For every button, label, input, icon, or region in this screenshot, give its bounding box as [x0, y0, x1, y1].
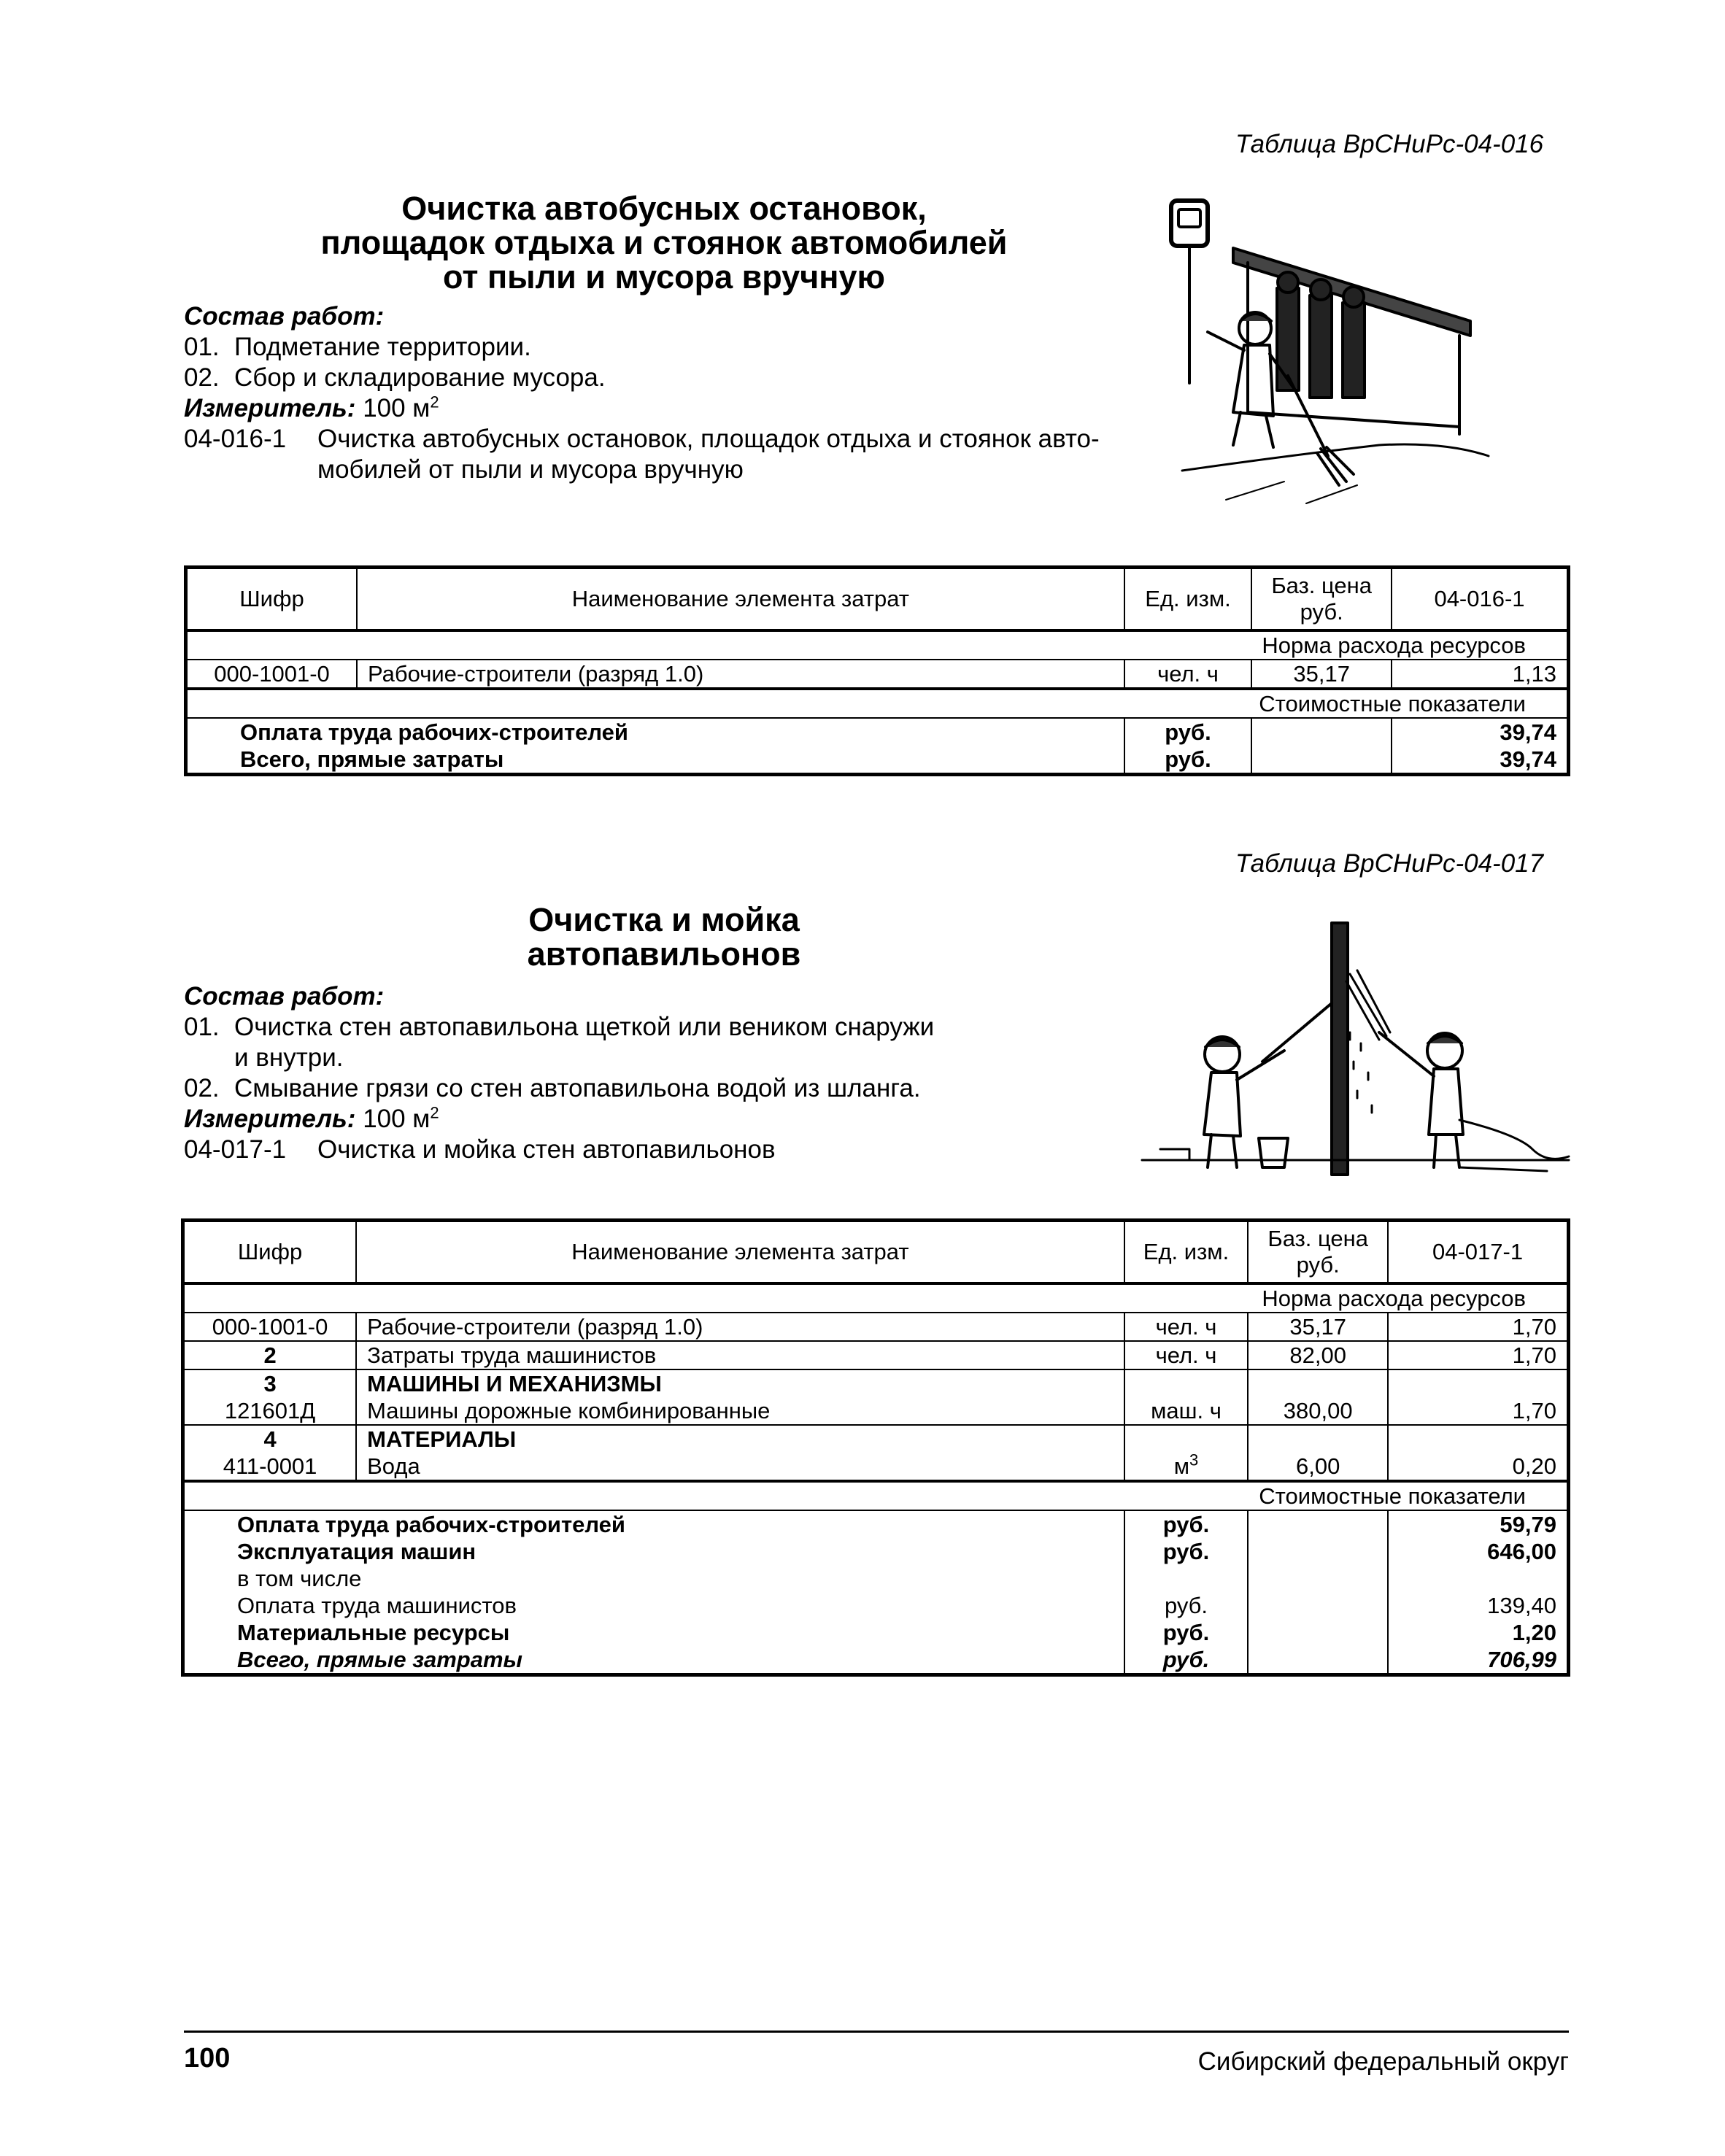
table-row: Эксплуатация машин руб. 646,00	[183, 1538, 1569, 1565]
table-row: Оплата труда машинистов руб. 139,40	[183, 1592, 1569, 1619]
table-row: 4 411-0001 МАТЕРИАЛЫ Вода $м^3$ 6,00 0,20	[183, 1425, 1569, 1481]
table-row: 000-1001-0 Рабочие-строители (разряд 1.0) чел. ч 35,17 1,13	[186, 660, 1569, 689]
table-row: Всего, прямые затраты руб. 39,74	[186, 746, 1569, 775]
bus-stop-cleaning-illustration	[1138, 193, 1503, 522]
table-header: Шифр Наименование элемента затрат Ед. изм. Баз. цена руб. 04-017-1	[183, 1221, 1569, 1283]
table-row: 2 Затраты труда машинистов чел. ч 82,00 1,70	[183, 1341, 1569, 1369]
norm-row: Норма расхода ресурсов	[186, 630, 1569, 660]
item-line-cont: мобилей от пыли и мусора вручную	[317, 455, 744, 484]
resource-table-016	[184, 565, 1570, 776]
section2-works	[184, 981, 934, 1165]
table-row: Оплата труда рабочих-строителей руб. 59,79	[183, 1510, 1569, 1538]
table-ref-017: Таблица ВрСНиРс-04-017	[1235, 849, 1544, 878]
page-number: 100	[184, 2043, 231, 2074]
resource-table-017	[181, 1218, 1570, 1677]
item-line: 04-016-1 Очистка автобусных остановок, площадок отдыха и стоянок авто-	[184, 425, 1100, 453]
table-header: Шифр Наименование элемента затрат Ед. изм. Баз. цена руб. 04-016-1	[186, 568, 1569, 630]
work-item: 01. Подметание территории.	[184, 333, 531, 361]
table-row: в том числе	[183, 1565, 1569, 1592]
table-row: Всего, прямые затраты руб. 706,99	[183, 1646, 1569, 1675]
work-item: 02. Сбор и складирование мусора.	[184, 363, 606, 392]
pavilion-washing-illustration	[1138, 916, 1576, 1193]
section2-title: Очистка и мойка автопавильонов	[527, 901, 801, 973]
footer-region: Сибирский федеральный округ	[1197, 2047, 1569, 2076]
cost-row: Стоимостные показатели	[186, 689, 1569, 718]
table-row: 3 121601Д МАШИНЫ И МЕХАНИЗМЫ Машины дорожные комбинированные маш. ч 380,00 1,70	[183, 1369, 1569, 1425]
section1-works	[184, 301, 1100, 485]
work-item-cont: и внутри.	[234, 1043, 344, 1072]
footer-rule	[184, 2031, 1569, 2033]
cost-row: Стоимостные показатели	[183, 1481, 1569, 1510]
measure: Измеритель: 100 $м^2$	[184, 393, 439, 422]
measure: Измеритель: 100 $м^2$	[184, 1103, 439, 1133]
sostav-label: Состав работ:	[184, 982, 385, 1011]
section1-title: Очистка автобусных остановок, площадок отдыха и стоянок автомобилей от пыли и мусора вручную	[320, 190, 1008, 295]
work-item: 01. Очистка стен автопавильона щеткой или веником снаружи	[184, 1013, 935, 1041]
work-item: 02. Смывание грязи со стен автопавильона водой из шланга.	[184, 1074, 921, 1102]
table-row: Материальные ресурсы руб. 1,20	[183, 1619, 1569, 1646]
table-row: Оплата труда рабочих-строителей руб. 39,74	[186, 718, 1569, 746]
item-line: 04-017-1 Очистка и мойка стен автопавильонов	[184, 1135, 776, 1164]
table-ref-016: Таблица ВрСНиРс-04-016	[1235, 130, 1544, 158]
norm-row: Норма расхода ресурсов	[183, 1283, 1569, 1313]
sostav-label: Состав работ:	[184, 302, 385, 331]
table-row: 000-1001-0 Рабочие-строители (разряд 1.0) чел. ч 35,17 1,70	[183, 1313, 1569, 1341]
